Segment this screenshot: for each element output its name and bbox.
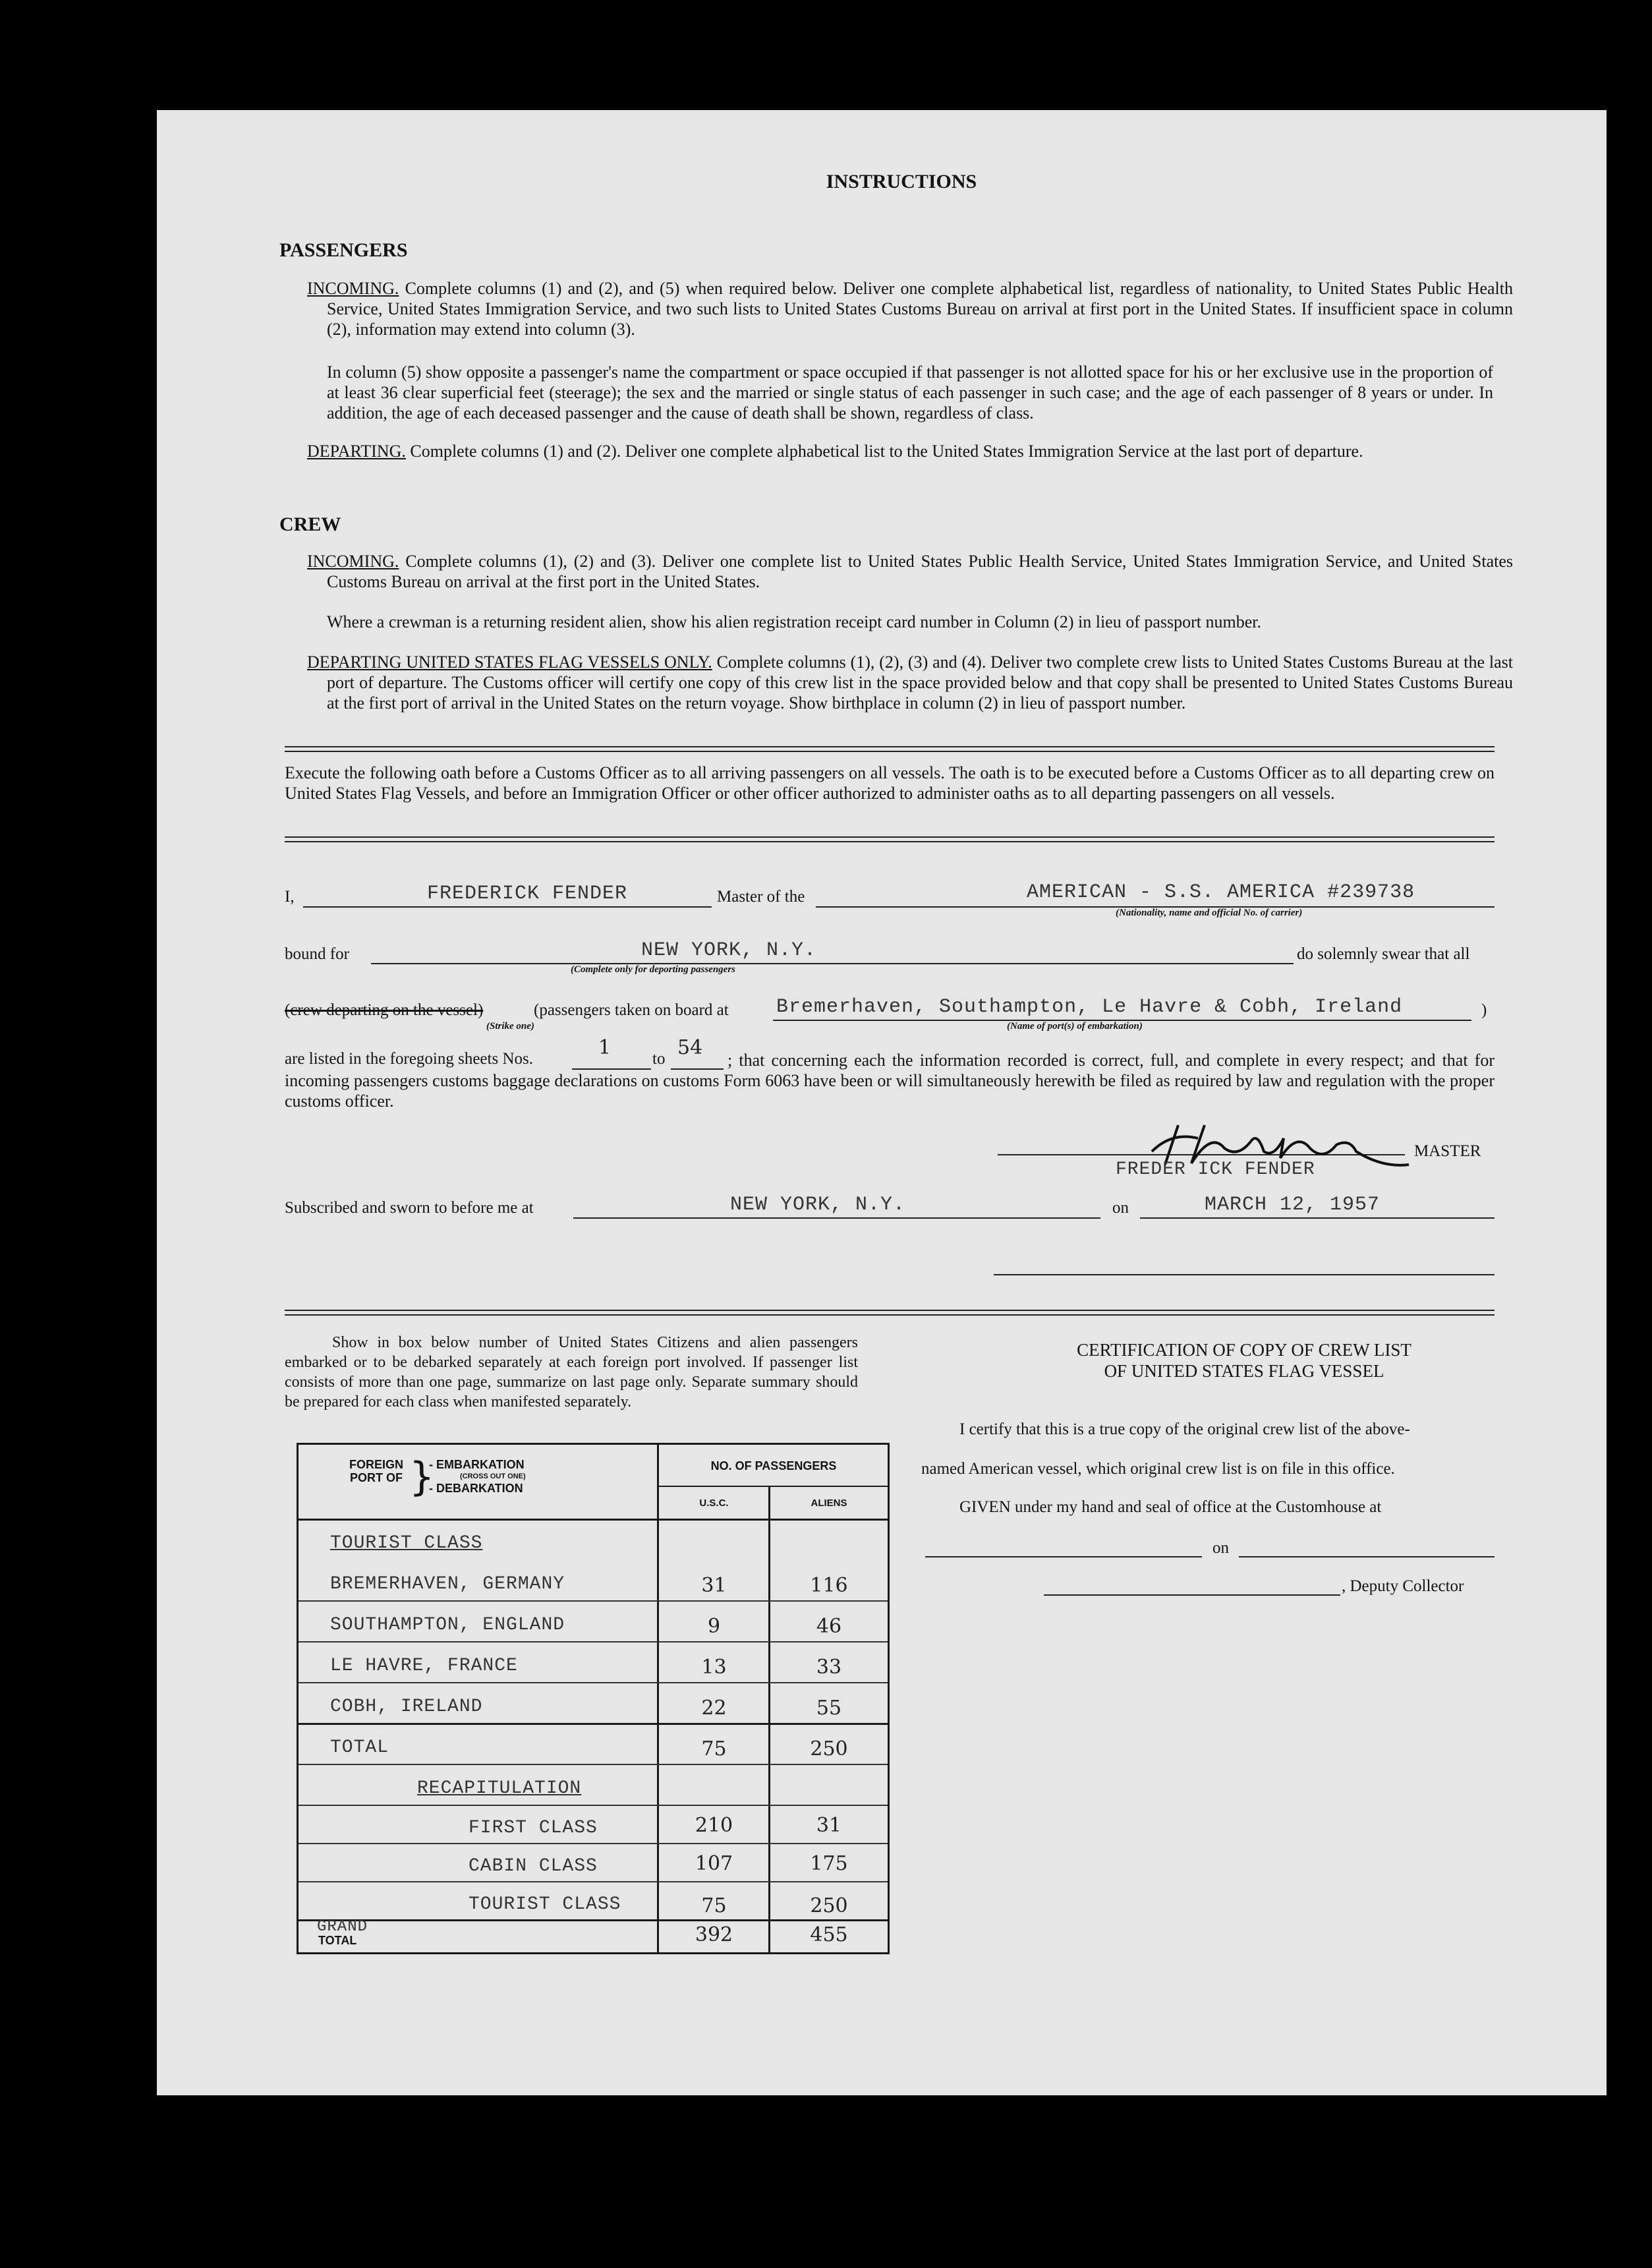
cert-on-label: on bbox=[1212, 1539, 1229, 1557]
officer-signature-line bbox=[994, 1274, 1495, 1275]
divider bbox=[285, 836, 1495, 842]
aliens-count: 33 bbox=[816, 1656, 842, 1679]
recap-aliens: 31 bbox=[816, 1814, 842, 1837]
fill-line bbox=[303, 906, 712, 908]
typed-master-name: FREDER ICK FENDER bbox=[1116, 1159, 1315, 1180]
passengers-incoming-paragraph bbox=[307, 278, 1513, 339]
oath-intro: Execute the following oath before a Customs Officer as to all arriving passengers on all vessels. The oath is to be executed before a Customs Officer as to all departing crew on United States Flag Vessels, and before an Immigration Officer or other officer authorized to administer oaths as to all departing passengers on all vessels. bbox=[285, 763, 1495, 803]
header-num-passengers: NO. OF PASSENGERS bbox=[710, 1459, 837, 1472]
grand-label: GRAND bbox=[317, 1918, 368, 1936]
passengers-option: (passengers taken on board at bbox=[534, 1001, 729, 1019]
header-usc: U.S.C. bbox=[699, 1497, 729, 1509]
grand-total-label: TOTAL bbox=[318, 1934, 357, 1947]
divider bbox=[285, 1310, 1495, 1316]
destination-caption: (Complete only for deporting passengers bbox=[571, 964, 735, 975]
total-aliens: 250 bbox=[810, 1737, 848, 1760]
recapitulation-label: RECAPITULATION bbox=[417, 1778, 582, 1799]
crew-departing-paragraph bbox=[307, 652, 1513, 713]
fill-line bbox=[1239, 1556, 1495, 1557]
fill-line bbox=[1140, 1217, 1495, 1219]
header-aliens: ALIENS bbox=[811, 1497, 847, 1509]
grand-usc: 392 bbox=[695, 1923, 733, 1946]
subscribed-label: Subscribed and sworn to before me at bbox=[285, 1199, 534, 1217]
header-debarkation: - DEBARKATION bbox=[429, 1482, 523, 1495]
to-label: to bbox=[652, 1050, 666, 1068]
passenger-summary-table bbox=[297, 1443, 890, 1954]
passengers-heading: PASSENGERS bbox=[279, 239, 408, 261]
given-line: GIVEN under my hand and seal of office at the Customhouse at bbox=[959, 1498, 1382, 1516]
crew-departing-label: DEPARTING UNITED STATES FLAG VESSELS ONLY. bbox=[307, 653, 712, 672]
on-label: on bbox=[1112, 1199, 1129, 1217]
usc-count: 22 bbox=[701, 1697, 727, 1720]
sheet-from: 1 bbox=[598, 1036, 612, 1059]
summary-instructions: Show in box below number of United States Citizens and alien passengers embarked or to be debarked separately at each foreign port involved. If passenger list consists of more than one page, summarize on last page only. Separate summary should be prepared for each class when manifested separately. bbox=[285, 1334, 858, 1410]
destination: NEW YORK, N.Y. bbox=[641, 939, 817, 962]
port-name: SOUTHAMPTON, ENGLAND bbox=[330, 1615, 565, 1635]
crew-incoming-label: INCOMING. bbox=[307, 552, 399, 571]
recap-usc: 75 bbox=[701, 1894, 727, 1917]
usc-count: 31 bbox=[701, 1574, 727, 1597]
bound-for-label: bound for bbox=[285, 945, 349, 963]
vessel-name: AMERICAN - S.S. AMERICA #239738 bbox=[1027, 881, 1415, 904]
ports-caption: (Name of port(s) of embarkation) bbox=[1007, 1021, 1143, 1032]
master-name: FREDERICK FENDER bbox=[427, 883, 628, 905]
column5-paragraph: In column (5) show opposite a passenger's name the compartment or space occupied if that passenger is not allotted space for his or her exclusive use in the proportion of at least 36 clear superficial feet (steerage); the sex and the married or single status of each passenger in such case; and the age of each passenger of 8 years or under. In addition, the age of each deceased passenger and the cause of death shall be shown, regardless of class. bbox=[327, 363, 1493, 422]
close-paren: ) bbox=[1481, 1001, 1487, 1019]
aliens-count: 116 bbox=[810, 1574, 848, 1597]
grand-aliens: 455 bbox=[810, 1923, 848, 1946]
certify-line2: named American vessel, which original crew list is on file in this office. bbox=[921, 1460, 1395, 1478]
incoming-label: INCOMING. bbox=[307, 279, 399, 298]
certification-title-line2: OF UNITED STATES FLAG VESSEL bbox=[1104, 1361, 1384, 1381]
vessel-caption: (Nationality, name and official No. of carrier) bbox=[1116, 908, 1303, 918]
certification-title bbox=[994, 1339, 1495, 1381]
fill-line bbox=[371, 963, 1294, 964]
certify-line1: I certify that this is a true copy of the original crew list of the above- bbox=[959, 1420, 1410, 1438]
sheets-text: ; that concerning each the information recorded is correct, full, and complete in every respect; and that for incoming passengers customs baggage declarations on customs Form 6063 have been or will simultaneously herewith be filed as required by law and regulation with the proper customs officer. bbox=[285, 1051, 1495, 1111]
recap-usc: 210 bbox=[695, 1814, 733, 1837]
recap-class: FIRST CLASS bbox=[469, 1818, 598, 1838]
passengers-departing-paragraph bbox=[307, 441, 1513, 461]
recap-class: CABIN CLASS bbox=[469, 1856, 598, 1876]
recap-aliens: 175 bbox=[810, 1852, 848, 1875]
total-usc: 75 bbox=[701, 1737, 727, 1760]
total-label: TOTAL bbox=[330, 1737, 389, 1758]
deputy-collector-label: , Deputy Collector bbox=[1342, 1577, 1464, 1595]
fill-line bbox=[573, 1217, 1100, 1219]
aliens-count: 55 bbox=[816, 1697, 842, 1720]
crew-incoming-paragraph bbox=[307, 551, 1513, 592]
document-page bbox=[157, 110, 1607, 2095]
instructions-title: INSTRUCTIONS bbox=[826, 171, 977, 192]
tourist-class-label: TOURIST CLASS bbox=[330, 1533, 483, 1554]
i-label: I, bbox=[285, 888, 295, 906]
certification-title-line1: CERTIFICATION OF COPY OF CREW LIST bbox=[1077, 1340, 1411, 1360]
master-label: MASTER bbox=[1414, 1142, 1481, 1160]
fill-line bbox=[925, 1556, 1202, 1557]
swear-label: do solemnly swear that all bbox=[1297, 945, 1470, 963]
incoming-text: Complete columns (1) and (2), and (5) when required below. Deliver one complete alphabetical list, regardless of nationality, to United States Public Health Service, United States Immigration Service, and two such lists to United States Customs Bureau on arrival at first port in the United States. If insufficient space in column (2), information may extend into column (3). bbox=[327, 279, 1514, 339]
brace-icon: } bbox=[409, 1454, 435, 1500]
sheets-label: are listed in the foregoing sheets Nos. bbox=[285, 1050, 533, 1068]
master-of-label: Master of the bbox=[717, 888, 805, 906]
port-name: COBH, IRELAND bbox=[330, 1697, 483, 1717]
oath-date: MARCH 12, 1957 bbox=[1205, 1194, 1381, 1216]
header-foreign-port: FOREIGN PORT OF bbox=[349, 1458, 403, 1484]
resident-alien-paragraph: Where a crewman is a returning resident alien, show his alien registration receipt card number in Column (2) in lieu of passport number. bbox=[327, 612, 1262, 631]
port-name: BREMERHAVEN, GERMANY bbox=[330, 1574, 565, 1594]
recap-aliens: 250 bbox=[810, 1894, 848, 1917]
header-cross-out: (CROSS OUT ONE) bbox=[460, 1472, 526, 1480]
usc-count: 13 bbox=[701, 1656, 727, 1679]
header-embarkation: - EMBARKATION bbox=[429, 1458, 525, 1471]
crew-heading: CREW bbox=[279, 513, 341, 535]
fill-line bbox=[1044, 1594, 1340, 1596]
usc-count: 9 bbox=[707, 1615, 721, 1638]
recap-class: TOURIST CLASS bbox=[469, 1894, 621, 1915]
crew-incoming-text: Complete columns (1), (2) and (3). Deliver one complete list to United States Public Health Service, United States Immigration Service, and United States Customs Bureau on arrival at the first port in the United States. bbox=[327, 552, 1513, 591]
strike-caption: (Strike one) bbox=[486, 1021, 534, 1032]
crew-struck-option: (crew departing on the vessel) bbox=[285, 1001, 484, 1019]
divider bbox=[285, 746, 1495, 752]
crew-departing-text: Complete columns (1), (2), (3) and (4). Deliver two complete crew lists to United States Customs Bureau at the last port of departure. The Customs officer will certify one copy of this crew list in the space provided below and that copy shall be presented to United States Customs Bureau at the first port of arrival in the United States on the return voyage. Show birthplace in column (2) in lieu of passport number. bbox=[327, 653, 1513, 712]
subscribed-place: NEW YORK, N.Y. bbox=[730, 1194, 906, 1216]
port-name: LE HAVRE, FRANCE bbox=[330, 1656, 518, 1676]
departing-label: DEPARTING. bbox=[307, 442, 406, 461]
aliens-count: 46 bbox=[816, 1615, 842, 1638]
sheet-to: 54 bbox=[677, 1036, 703, 1059]
recap-usc: 107 bbox=[695, 1852, 733, 1875]
embarkation-ports: Bremerhaven, Southampton, Le Havre & Cobh, Ireland bbox=[776, 996, 1403, 1018]
departing-text: Complete columns (1) and (2). Deliver one complete alphabetical list to the United States Immigration Service at the last port of departure. bbox=[410, 442, 1363, 461]
